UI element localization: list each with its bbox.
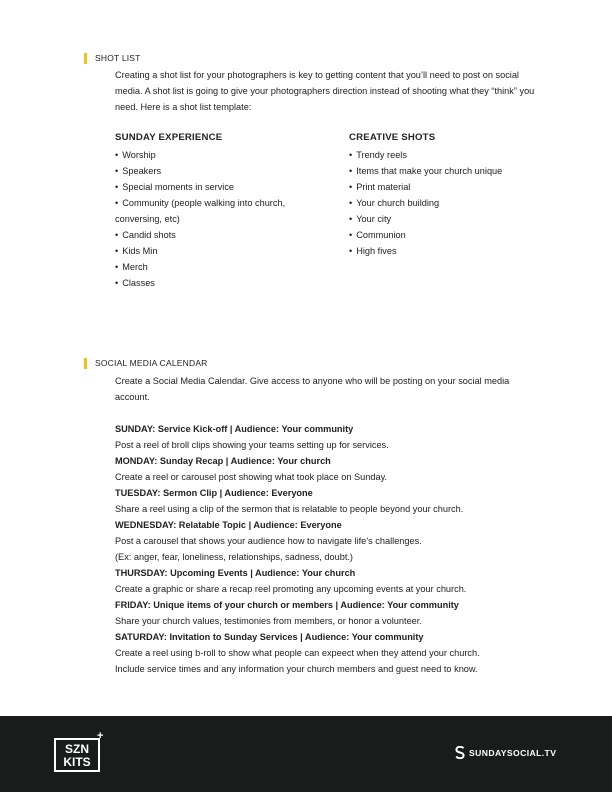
day-heading: THURSDAY: Upcoming Events | Audience: Your church — [115, 568, 356, 578]
day-block-sunday — [115, 421, 545, 453]
day-text: Share a reel using a clip of the sermon that is relatable to people beyond your church. — [115, 504, 464, 514]
creative-shots-title: CREATIVE SHOTS — [349, 132, 436, 143]
accent-bar-icon — [84, 53, 87, 64]
accent-bar-icon — [84, 358, 87, 369]
day-heading: SUNDAY: Service Kick-off | Audience: Your community — [115, 424, 354, 434]
site-link[interactable] — [455, 746, 556, 759]
logo-line2: KITS — [63, 755, 91, 769]
szn-kits-logo — [54, 738, 100, 772]
list-item: • Community (people walking into church, conversing, etc) — [115, 195, 315, 227]
list-item: • Your city — [349, 211, 509, 227]
calendar-heading — [84, 357, 208, 369]
day-block-thursday — [115, 565, 545, 597]
day-block-saturday — [115, 629, 545, 677]
list-item: • Your church building — [349, 195, 509, 211]
calendar-heading-text: SOCIAL MEDIA CALENDAR — [95, 358, 208, 368]
list-item: • Speakers — [115, 163, 315, 179]
logo-line1: SZN — [65, 742, 89, 756]
sunday-experience-list — [115, 130, 315, 291]
day-heading: FRIDAY: Unique items of your church or members | Audience: Your community — [115, 600, 459, 610]
day-text: Post a reel of broll clips showing your teams setting up for services. — [115, 440, 389, 450]
list-item: • High fives — [349, 243, 509, 259]
day-block-friday — [115, 597, 545, 629]
list-item: • Classes — [115, 275, 315, 291]
day-heading: WEDNESDAY: Relatable Topic | Audience: Everyone — [115, 520, 342, 530]
list-item: • Special moments in service — [115, 179, 315, 195]
day-text: Create a reel using b-roll to show what people can expeect when they attend your church. Include service times and any information your church members and guest need to know. — [115, 648, 480, 674]
day-text: Post a carousel that shows your audience how to navigate life’s challenges. — [115, 536, 422, 546]
day-heading: TUESDAY: Sermon Clip | Audience: Everyone — [115, 488, 313, 498]
day-block-wednesday — [115, 517, 545, 565]
shot-list-heading-text: SHOT LIST — [95, 53, 141, 63]
day-text: Create a graphic or share a recap reel promoting any upcoming events at your church. — [115, 584, 467, 594]
list-item: • Worship — [115, 147, 315, 163]
site-url: SUNDAYSOCIAL.TV — [469, 747, 557, 758]
calendar-intro: Create a Social Media Calendar. Give access to anyone who will be posting on your social media account. — [115, 376, 510, 402]
s-logo-icon — [455, 746, 465, 759]
day-text: Share your church values, testimonies from members, or honor a volunteer. — [115, 616, 422, 626]
list-item: • Merch — [115, 259, 315, 275]
day-block-monday — [115, 453, 545, 485]
day-text: Create a reel or carousel post showing what took place on Sunday. — [115, 472, 388, 482]
day-heading: SATURDAY: Invitation to Sunday Services | Audience: Your community — [115, 632, 424, 642]
list-item: • Candid shots — [115, 227, 315, 243]
day-heading: MONDAY: Sunday Recap | Audience: Your church — [115, 456, 331, 466]
day-text: (Ex: anger, fear, loneliness, relationships, sadness, doubt.) — [115, 552, 353, 562]
shot-list-intro: Creating a shot list for your photographers is key to getting content that you’ll need to post on social media. A shot list is going to give your photographers direction instead of shooting what they “think” you need. Here is a shot list template: — [115, 70, 535, 112]
calendar-days — [115, 421, 545, 677]
shot-list-heading — [84, 52, 141, 64]
day-block-tuesday — [115, 485, 545, 517]
list-item: • Trendy reels — [349, 147, 509, 163]
list-item: • Items that make your church unique — [349, 163, 509, 179]
logo-plus-icon: + — [97, 730, 104, 742]
sunday-experience-title: SUNDAY EXPERIENCE — [115, 132, 223, 143]
list-item: • Kids Min — [115, 243, 315, 259]
creative-shots-list — [349, 130, 509, 259]
list-item: • Communion — [349, 227, 509, 243]
list-item: • Print material — [349, 179, 509, 195]
